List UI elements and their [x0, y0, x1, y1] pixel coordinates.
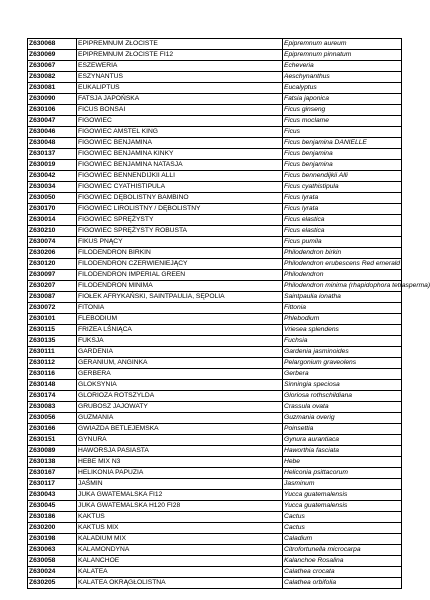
polish-name-cell: FILODENDRON IMPERIAL GREEN — [77, 270, 283, 281]
table-row — [28, 413, 402, 424]
polish-name-cell: FIGOWIEC CYATHISTIPULA — [77, 182, 283, 193]
table-row — [28, 116, 402, 127]
table-row — [28, 556, 402, 567]
latin-name-cell: Gardenia jasminoides — [283, 347, 402, 358]
latin-name-cell: Heliconia psittacorum — [283, 468, 402, 479]
latin-name-cell: Epipremnum aureum — [283, 39, 402, 50]
latin-name-cell: Cactus — [283, 523, 402, 534]
polish-name-cell: KAKTUS MIX — [77, 523, 283, 534]
latin-name-cell: Ficus ginseng — [283, 105, 402, 116]
polish-name-cell: JUKA GWATEMALSKA H120 FI28 — [77, 501, 283, 512]
latin-name-cell: Hebe — [283, 457, 402, 468]
product-code-cell: Z630151 — [28, 435, 77, 446]
table-row — [28, 567, 402, 578]
polish-name-cell: KALANCHOE — [77, 556, 283, 567]
table-row — [28, 435, 402, 446]
table-row — [28, 204, 402, 215]
product-code-cell: Z630166 — [28, 424, 77, 435]
table-row — [28, 50, 402, 61]
table-row — [28, 446, 402, 457]
polish-name-cell: KALADIUM MIX — [77, 534, 283, 545]
product-code-cell: Z630205 — [28, 578, 77, 589]
polish-name-cell: GERANIUM, ANGINKA — [77, 358, 283, 369]
latin-name-cell: Fittonia — [283, 303, 402, 314]
product-code-cell: Z630138 — [28, 457, 77, 468]
table-row — [28, 490, 402, 501]
polish-name-cell: EUKALIPTUS — [77, 83, 283, 94]
polish-name-cell: FUKSJA — [77, 336, 283, 347]
table-row — [28, 281, 402, 292]
product-code-cell: Z630089 — [28, 446, 77, 457]
product-code-cell: Z630081 — [28, 83, 77, 94]
table-row — [28, 512, 402, 523]
latin-name-cell: Vriesea splendens — [283, 325, 402, 336]
latin-name-cell: Ficus lyrata — [283, 193, 402, 204]
latin-name-cell: Ficus benjamina DANIELLE — [283, 138, 402, 149]
product-code-cell: Z630120 — [28, 259, 77, 270]
table-row — [28, 358, 402, 369]
table-row — [28, 468, 402, 479]
latin-name-cell: Ficus elastica — [283, 215, 402, 226]
product-code-cell: Z630056 — [28, 413, 77, 424]
polish-name-cell: FIGOWIEC BENNENDIJKII ALLI — [77, 171, 283, 182]
table-row — [28, 523, 402, 534]
product-code-cell: Z630068 — [28, 39, 77, 50]
latin-name-cell: Fatsia japonica — [283, 94, 402, 105]
polish-name-cell: FILODENDRON BIRKIN — [77, 248, 283, 259]
product-code-cell: Z630072 — [28, 303, 77, 314]
table-row — [28, 226, 402, 237]
polish-name-cell: GLORIOZA ROTSZYLDA — [77, 391, 283, 402]
latin-name-cell: Fuchsia — [283, 336, 402, 347]
product-code-cell: Z630207 — [28, 281, 77, 292]
polish-name-cell: FIGOWIEC LIROLISTNY / DĘBOLISTNY — [77, 204, 283, 215]
product-code-cell: Z630046 — [28, 127, 77, 138]
product-code-cell: Z630050 — [28, 193, 77, 204]
latin-name-cell: Guzmania overig — [283, 413, 402, 424]
table-row — [28, 171, 402, 182]
product-code-cell: Z630186 — [28, 512, 77, 523]
polish-name-cell: ESZYNANTUS — [77, 72, 283, 83]
table-row — [28, 182, 402, 193]
table-row — [28, 578, 402, 589]
polish-name-cell: GWIAZDA BETLEJEMSKA — [77, 424, 283, 435]
product-code-cell: Z630082 — [28, 72, 77, 83]
product-code-cell: Z630174 — [28, 391, 77, 402]
product-code-cell: Z630069 — [28, 50, 77, 61]
product-code-cell: Z630019 — [28, 160, 77, 171]
latin-name-cell: Yucca guatemalensis — [283, 490, 402, 501]
polish-name-cell: FIOŁEK AFRYKAŃSKI, SAINTPAULIA, SĘPOLIA — [77, 292, 283, 303]
polish-name-cell: GUZMANIA — [77, 413, 283, 424]
latin-name-cell: Ficus cyathistipula — [283, 182, 402, 193]
product-code-cell: Z630048 — [28, 138, 77, 149]
latin-name-cell: Philodendron — [283, 270, 402, 281]
polish-name-cell: FIGOWIEC SPRĘŻYSTY ROBUSTA — [77, 226, 283, 237]
latin-name-cell: Ficus moclame — [283, 116, 402, 127]
latin-name-cell: Ficus elastica — [283, 226, 402, 237]
latin-name-cell: Ficus — [283, 127, 402, 138]
latin-name-cell: Haworthia fasciata — [283, 446, 402, 457]
latin-name-cell: Ficus bennendijkii Alli — [283, 171, 402, 182]
table-row — [28, 347, 402, 358]
polish-name-cell: GERBERA — [77, 369, 283, 380]
latin-name-cell: Sinningia speciosa — [283, 380, 402, 391]
product-code-cell: Z630200 — [28, 523, 77, 534]
latin-name-cell: Calathea orbifolia — [283, 578, 402, 589]
polish-name-cell: EPIPREMNUM ZŁOCISTE — [77, 39, 283, 50]
product-code-cell: Z630112 — [28, 358, 77, 369]
polish-name-cell: KAKTUS — [77, 512, 283, 523]
table-row — [28, 303, 402, 314]
product-code-cell: Z630024 — [28, 567, 77, 578]
table-row — [28, 237, 402, 248]
latin-name-cell: Jasminum — [283, 479, 402, 490]
polish-name-cell: KALAMONDYNA — [77, 545, 283, 556]
polish-name-cell: GARDENIA — [77, 347, 283, 358]
product-code-cell: Z630116 — [28, 369, 77, 380]
latin-name-cell: Ficus pumila — [283, 237, 402, 248]
latin-name-cell: Philodendron erubescens Red emerald — [283, 259, 402, 270]
latin-name-cell: Kalanchoe Rosalina — [283, 556, 402, 567]
product-code-cell: Z630090 — [28, 94, 77, 105]
polish-name-cell: FITONIA — [77, 303, 283, 314]
table-row — [28, 501, 402, 512]
table-row — [28, 83, 402, 94]
product-code-cell: Z630042 — [28, 171, 77, 182]
product-code-cell: Z630097 — [28, 270, 77, 281]
product-code-cell: Z630043 — [28, 490, 77, 501]
latin-name-cell: Epipremnum pinnatum — [283, 50, 402, 61]
latin-name-cell: Ficus lyrata — [283, 204, 402, 215]
polish-name-cell: FIKUS PNĄCY — [77, 237, 283, 248]
latin-name-cell: Philodendron minima (rhapidophora tetrasperma) — [283, 281, 402, 292]
product-code-cell: Z630106 — [28, 105, 77, 116]
polish-name-cell: FATSJA JAPOŃSKA — [77, 94, 283, 105]
table-row — [28, 259, 402, 270]
product-code-cell: Z630045 — [28, 501, 77, 512]
table-row — [28, 61, 402, 72]
latin-name-cell: Ficus benjamina — [283, 149, 402, 160]
table-row — [28, 314, 402, 325]
table-row — [28, 127, 402, 138]
table-row — [28, 479, 402, 490]
latin-name-cell: Poinsettia — [283, 424, 402, 435]
latin-name-cell: Gynura aurantiaca — [283, 435, 402, 446]
plant-table — [27, 38, 430, 589]
table-row — [28, 457, 402, 468]
polish-name-cell: GLOKSYNIA — [77, 380, 283, 391]
polish-name-cell: FIGOWIEC — [77, 116, 283, 127]
table-row — [28, 534, 402, 545]
latin-name-cell: Cactus — [283, 512, 402, 523]
polish-name-cell: HAWORSJA PASIASTA — [77, 446, 283, 457]
table-row — [28, 248, 402, 259]
product-code-cell: Z630117 — [28, 479, 77, 490]
product-code-cell: Z630148 — [28, 380, 77, 391]
polish-name-cell: FICUS BONSAI — [77, 105, 283, 116]
product-code-cell: Z630170 — [28, 204, 77, 215]
product-code-cell: Z630058 — [28, 556, 77, 567]
plant-table-body — [28, 39, 430, 589]
table-row — [28, 105, 402, 116]
table-row — [28, 215, 402, 226]
polish-name-cell: FIGOWIEC BENJAMINA KINKY — [77, 149, 283, 160]
latin-name-cell: Gerbera — [283, 369, 402, 380]
polish-name-cell: JUKA GWATEMALSKA FI12 — [77, 490, 283, 501]
polish-name-cell: FIGOWIEC BENJAMINA — [77, 138, 283, 149]
polish-name-cell: GRUBOSZ JAJOWATY — [77, 402, 283, 413]
table-row — [28, 424, 402, 435]
polish-name-cell: FIGOWIEC DĘBOLISTNY BAMBINO — [77, 193, 283, 204]
table-row — [28, 292, 402, 303]
table-row — [28, 160, 402, 171]
product-code-cell: Z630115 — [28, 325, 77, 336]
product-code-cell: Z630067 — [28, 61, 77, 72]
table-row — [28, 545, 402, 556]
product-code-cell: Z630047 — [28, 116, 77, 127]
polish-name-cell: KALATEA — [77, 567, 283, 578]
table-row — [28, 149, 402, 160]
product-code-cell: Z630101 — [28, 314, 77, 325]
product-code-cell: Z630206 — [28, 248, 77, 259]
polish-name-cell: FILODENDRON CZERWIENIEJĄCY — [77, 259, 283, 270]
polish-name-cell: FRIZEA LŚNIĄCA — [77, 325, 283, 336]
table-row — [28, 380, 402, 391]
latin-name-cell: Yucca guatemalensis — [283, 501, 402, 512]
polish-name-cell: FIGOWIEC SPRĘŻYSTY — [77, 215, 283, 226]
table-row — [28, 39, 402, 50]
polish-name-cell: GYNURA — [77, 435, 283, 446]
table-row — [28, 391, 402, 402]
latin-name-cell: Citrofortunella microcarpa — [283, 545, 402, 556]
latin-name-cell: Crassula ovata — [283, 402, 402, 413]
product-code-cell: Z630083 — [28, 402, 77, 413]
polish-name-cell: KALATEA OKRĄGŁOLISTNA — [77, 578, 283, 589]
latin-name-cell: Caladium — [283, 534, 402, 545]
latin-name-cell: Ficus benjamina — [283, 160, 402, 171]
product-code-cell: Z630210 — [28, 226, 77, 237]
latin-name-cell: Eucalyptus — [283, 83, 402, 94]
table-row — [28, 270, 402, 281]
polish-name-cell: FILODENDRON MINIMA — [77, 281, 283, 292]
polish-name-cell: EPIPREMNUM ZŁOCISTE FI12 — [77, 50, 283, 61]
polish-name-cell: JAŚMIN — [77, 479, 283, 490]
polish-name-cell: FLEBODIUM — [77, 314, 283, 325]
polish-name-cell: HELIKONIA PAPUZIA — [77, 468, 283, 479]
table-row — [28, 369, 402, 380]
plant-catalog-sheet — [27, 38, 430, 589]
table-row — [28, 72, 402, 83]
table-row — [28, 336, 402, 347]
polish-name-cell: ESZEWERIA — [77, 61, 283, 72]
product-code-cell: Z630167 — [28, 468, 77, 479]
product-code-cell: Z630087 — [28, 292, 77, 303]
polish-name-cell: HEBE MIX N3 — [77, 457, 283, 468]
latin-name-cell: Pelargonium graveolens — [283, 358, 402, 369]
latin-name-cell: Phlebodium — [283, 314, 402, 325]
polish-name-cell: FIGOWIEC AMSTEL KING — [77, 127, 283, 138]
latin-name-cell: Saintpaulia ionatha — [283, 292, 402, 303]
table-row — [28, 325, 402, 336]
polish-name-cell: FIGOWIEC BENJAMINA NATASJA — [77, 160, 283, 171]
product-code-cell: Z630063 — [28, 545, 77, 556]
table-row — [28, 94, 402, 105]
table-row — [28, 138, 402, 149]
latin-name-cell: Gloriosa rothschildiana — [283, 391, 402, 402]
table-row — [28, 402, 402, 413]
product-code-cell: Z630111 — [28, 347, 77, 358]
latin-name-cell: Echeveria — [283, 61, 402, 72]
product-code-cell: Z630034 — [28, 182, 77, 193]
product-code-cell: Z630135 — [28, 336, 77, 347]
table-row — [28, 193, 402, 204]
product-code-cell: Z630074 — [28, 237, 77, 248]
latin-name-cell: Philodendron birkin — [283, 248, 402, 259]
latin-name-cell: Aeschynanthus — [283, 72, 402, 83]
latin-name-cell: Calathea crocata — [283, 567, 402, 578]
product-code-cell: Z630137 — [28, 149, 77, 160]
product-code-cell: Z630014 — [28, 215, 77, 226]
product-code-cell: Z630198 — [28, 534, 77, 545]
